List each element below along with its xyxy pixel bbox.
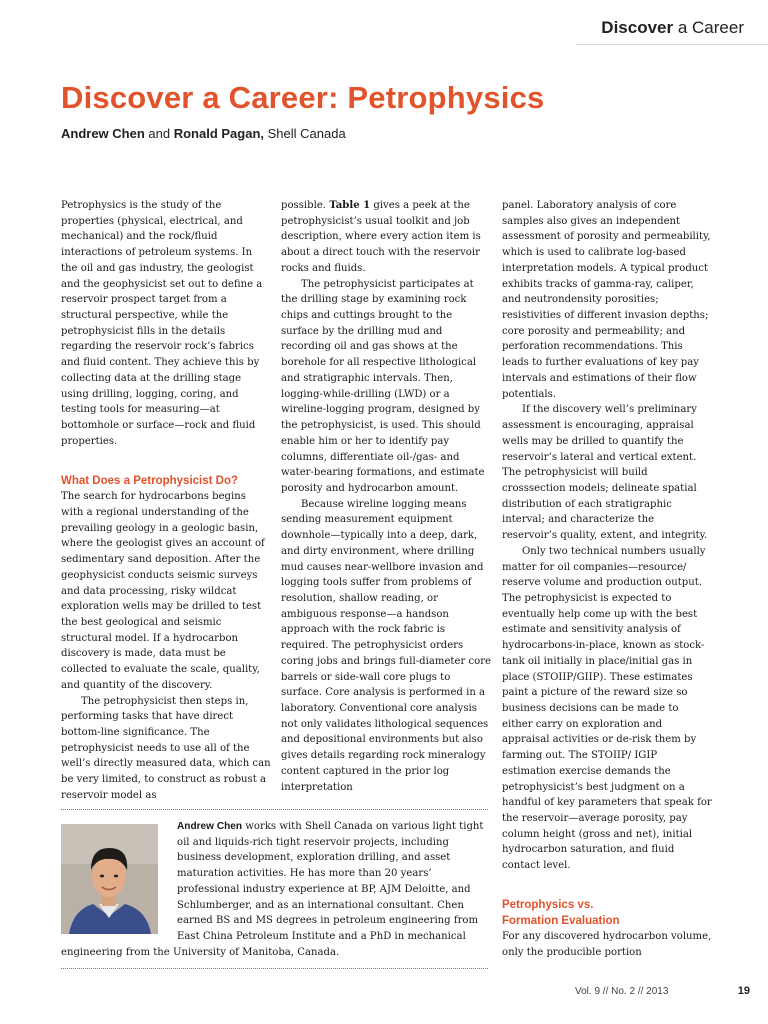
subheading-what-does: What Does a Petrophysicist Do? [61,474,239,487]
subheading-petrophysics-vs [502,898,712,929]
byline [61,126,346,141]
column-3 [502,198,712,961]
paragraph: For any discovered hydrocarbon volume, only the producible portion [502,931,712,959]
byline-and: and [144,126,174,141]
bio-top-divider [61,809,488,810]
paragraph: panel. Laboratory analysis of core samples also gives an independent assessment of porosity and permeability, which is used to calibrate log-based interpretation models. A typical product exhibits tracks of gamma-ray, caliper, and neutrondensity porosities; resistivities of different invasion depths; core porosity and permeability; and perforation recommendations. This leads to further evaluations of key pay intervals and estimations of their flow potentials. [502,200,711,400]
section-header-bold: Discover [601,18,674,37]
paragraph: Because wireline logging means sending measurement equipment downhole—typically into a deep, dark, and dirty environment, where drilling mud causes near-wellbore invasion and logging tools suffer from problems of resolution, shallow reading, or ambiguous response—a handson approach with the rock fabric is required. The petrophysicist orders coring jobs and brings full-diameter core barrels or side-wall core plugs to surface. Core analysis is performed in a laboratory. Conventional core analysis not only validates lithological sequences and depositional environments but also gives details regarding rock mineralogy content captured in the prior log interpretation [281,498,492,793]
byline-organization: Shell Canada [264,126,346,141]
paragraph: Only two technical numbers usually matter for oil companies—resource/ reserve volume and production output. The petrophysicist is expected to eventually help come up with the best estimate and sensitivity analysis of hydrocarbons-in-place, known as stock-tank oil initially in place/initial gas in place (STOIIP/GIIP). These estimates paint a picture of the reward size so business decisions can be made to either carry on exploration and appraisal activities or de-risk them by farming out. The STOIIP/ IGIP estimation exercise demands the petrophysicist’s best judgment on a handful of key parameters that speak for the reservoir—average porosity, pay column height (gross and net), initial hydrocarbon saturation, and fluid contact level. [502,545,712,872]
bio-author-name: Andrew Chen [177,821,243,832]
subheading-line-2: Formation Evaluation [502,914,620,927]
article-title: Discover a Career: Petrophysics [61,80,545,115]
paragraph [281,198,491,277]
section-header-rest: a Career [673,18,744,37]
column-1 [61,198,271,804]
page-number: 19 [737,985,750,997]
paragraph: The petrophysicist participates at the drilling stage by examining rock chips and cuttings brought to the surface by the drilling mud and recording oil and gas shows at the borehole for all respective lithological and stratigraphic intervals. Then, logging-while-drilling (LWD) or a wireline-logging program, designed by the petrophysicist, is used. This should enable him or her to identify pay columns, differentiate oil-/gas- and water-bearing formations, and estimate porosity and hydrocarbon amount. [281,278,485,494]
byline-author-2: Ronald Pagan, [173,126,265,141]
paragraph: The search for hydrocarbons begins with a regional understanding of the prevailing geology in a geologic basin, where the geologist gives an account of sedimentary sand deposition. After the geophysicist conducts seismic surveys and data processing, risky wildcat exploration wells may be drilled to test the best geological and seismic structural model. If a hydrocarbon discovery is made, data must be collected to evaluate the scale, quality, and quantity of the discovery. [61,491,265,691]
paragraph: If the discovery well’s preliminary assessment is encouraging, appraisal wells may be drilled to quantify the reservoir’s lateral and vertical extent. The petrophysicist will build crosssection models; delineate spatial distribution of each stratigraphic interval; and characterize the reservoir’s quality, extent, and integrity. [502,404,708,542]
table-reference: Table 1 [329,200,371,211]
photo-spacer [61,819,177,936]
bio-text: works with Shell Canada on various light tight oil and liquids-rich tight reservoir projects, including business development, exploration drilling, and asset maturation activities. He has more than 20 years’ professional industry experience at BP, AJM Deloitte, and Schlumberger, and as an international consultant. Chen earned BS and MS degrees in petroleum engineering from East China Petroleum Institute and a PhD in mechanical engineering from the University of Manitoba, Canada. [61,821,484,958]
bio-bottom-divider [61,968,488,969]
section-header [601,18,744,38]
text-run: possible. [281,200,330,211]
issue-info: Vol. 9 // No. 2 // 2013 [575,986,669,997]
byline-author-1: Andrew Chen [61,126,145,141]
paragraph: The petrophysicist then steps in, performing tasks that have direct bottom-line significance. The petrophysicist needs to use all of the well’s directly measured data, which can be very limited, to construct as robust a reservoir model as [61,695,271,801]
header-rule [576,44,768,45]
text-run: gives a peek at the petrophysicist’s usual toolkit and job description, where every action item is about a direct touch with the reservoir rocks and fluids. [281,200,481,274]
column-2 [281,198,491,795]
subheading-line-1: Petrophysics vs. [502,898,594,911]
paragraph: Petrophysics is the study of the properties (physical, electrical, and mechanical) and the rock/fluid interactions of petroleum systems. In the oil and gas industry, the geologist and the geophysicist set out to define a reservoir prospect target from a structural perspective, while the petrophysicist fills in the details regarding the reservoir rock’s fabrics and fluid content. They achieve this by collecting data at the drilling stage using drilling, logging, coring, and testing tools for measuring—at bottomhole or surface—rock and fluid properties. [61,200,263,447]
author-bio [61,819,488,960]
